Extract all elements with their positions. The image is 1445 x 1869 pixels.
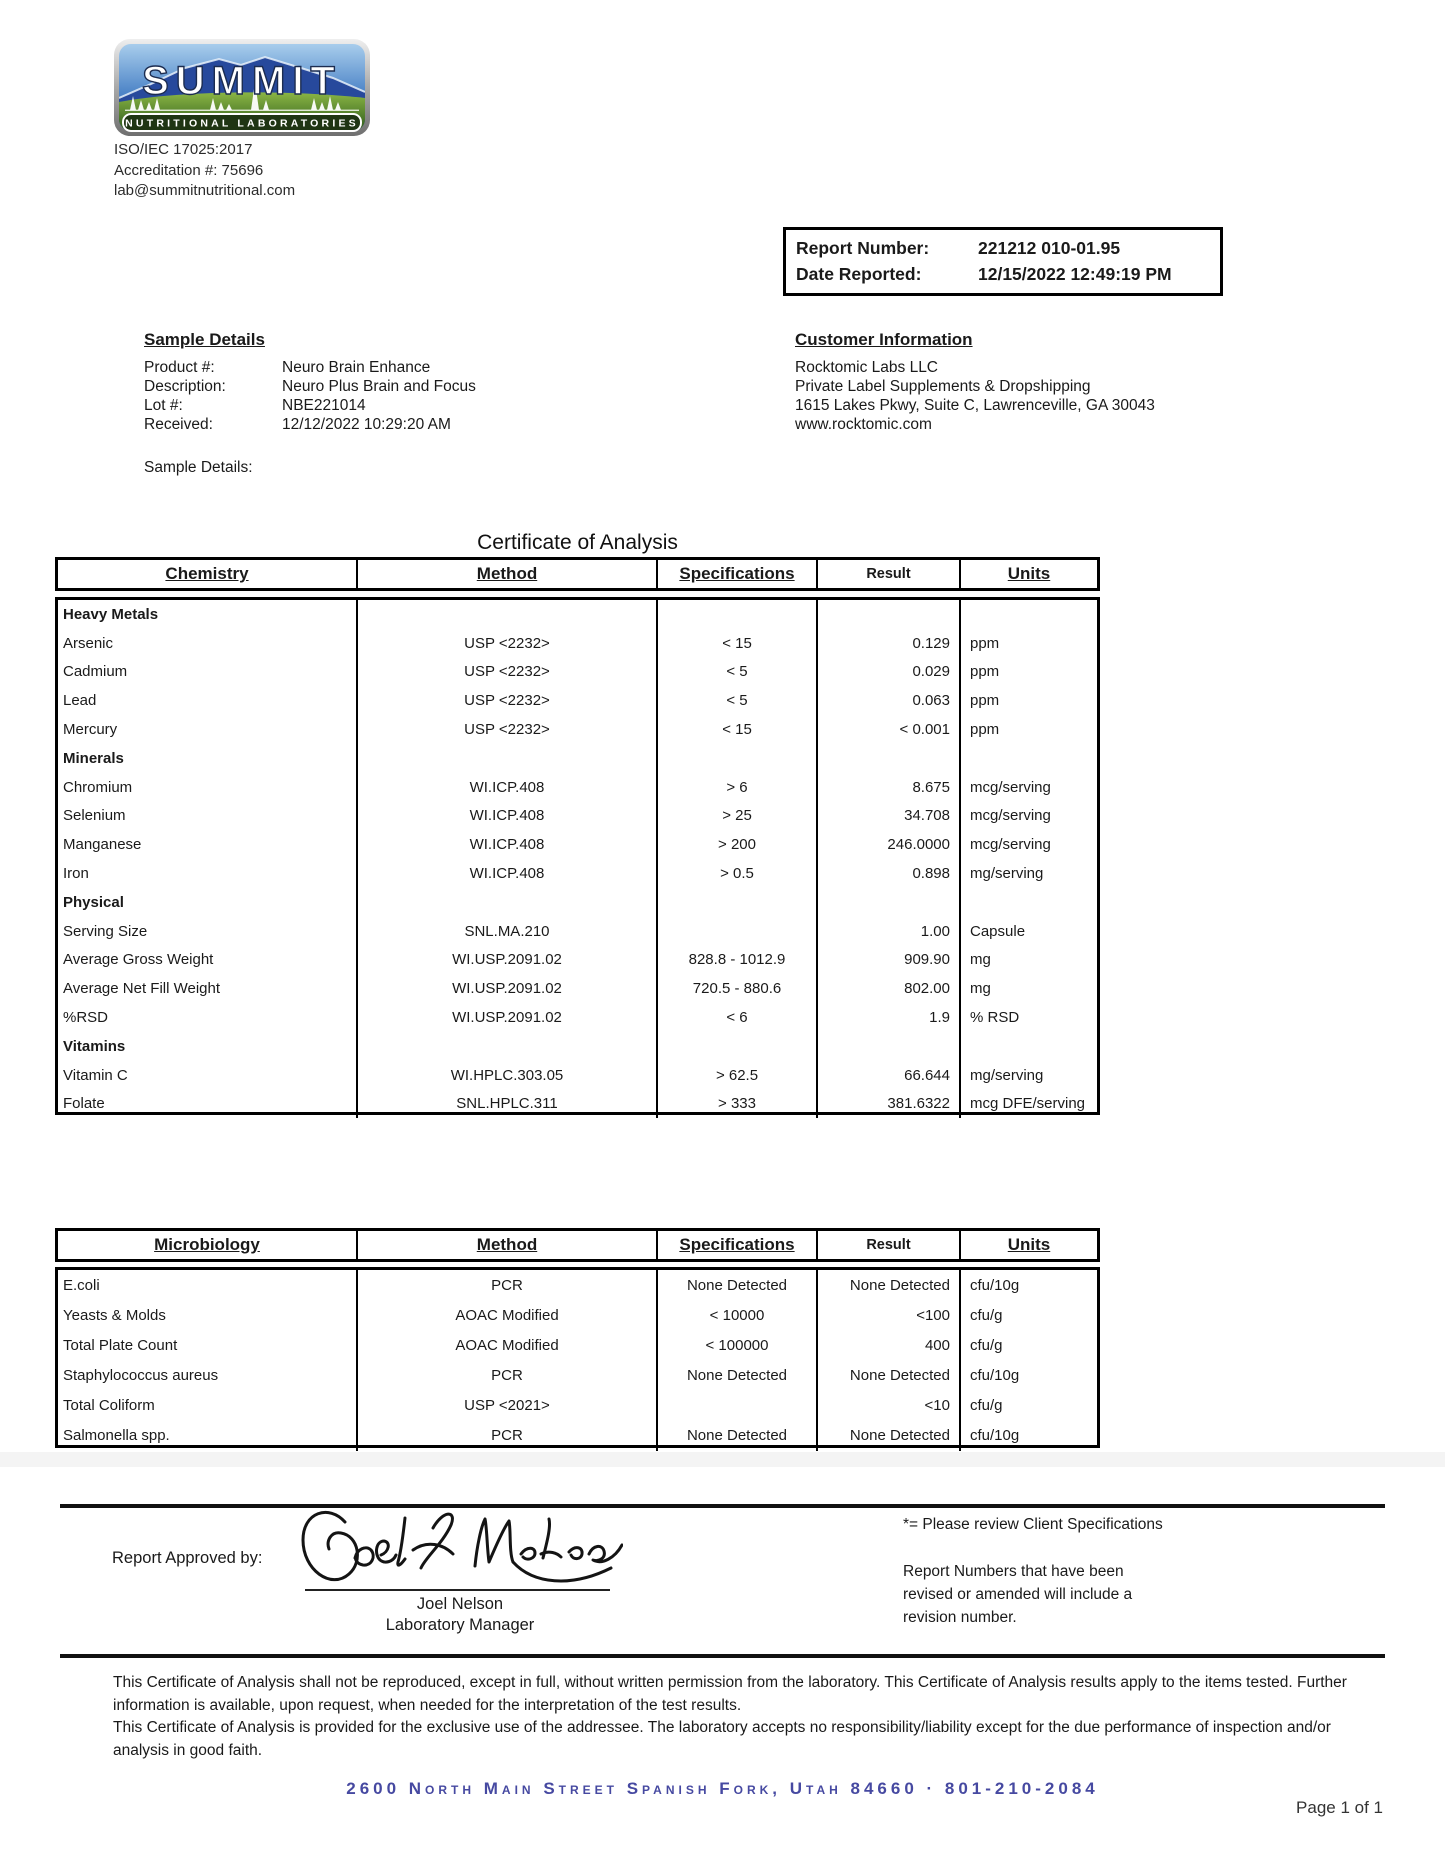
date-reported-value: 12/15/2022 12:49:19 PM	[978, 264, 1172, 284]
cell-result	[818, 600, 961, 629]
cell-analyte: Chromium	[58, 773, 358, 802]
cell-units	[961, 1032, 1097, 1061]
sample-details-fields	[144, 358, 476, 434]
cell-method: WI.HPLC.303.05	[358, 1061, 658, 1090]
cell-analyte: Arsenic	[58, 629, 358, 658]
col-units: Units	[1007, 564, 1051, 583]
cell-method: USP <2021>	[358, 1390, 658, 1420]
divider-line	[60, 1654, 1385, 1658]
table-row	[58, 715, 1097, 744]
cell-spec: < 15	[658, 629, 818, 658]
cell-units: mcg/serving	[970, 778, 1051, 796]
cell-spec: < 5	[658, 658, 818, 687]
cell-method: WI.ICP.408	[358, 859, 658, 888]
cell-method: USP <2232>	[358, 715, 658, 744]
table-row	[58, 1032, 1097, 1061]
cell-result: 400	[818, 1330, 961, 1360]
col-specifications: Specifications	[658, 560, 818, 588]
cell-method: SNL.HPLC.311	[358, 1090, 658, 1119]
customer-info-heading: Customer Information	[795, 330, 973, 349]
cell-organism: Total Coliform	[58, 1390, 358, 1420]
cell-spec	[658, 917, 818, 946]
cell-spec: > 62.5	[658, 1061, 818, 1090]
lab-address-footer: 2600 North Main Street Spanish Fork, Utah 84660 · 801-210-2084	[346, 1779, 1099, 1798]
cell-result: 66.644	[818, 1061, 961, 1090]
cell-units: % RSD	[970, 1009, 1020, 1027]
cell-units	[961, 600, 1097, 629]
cell-spec: 720.5 - 880.6	[658, 974, 818, 1003]
cell-units	[961, 744, 1097, 773]
cell-result: 0.898	[818, 859, 961, 888]
brand-tagline: NUTRITIONAL LABORATORIES	[125, 117, 359, 130]
cell-spec	[658, 1390, 818, 1420]
cell-method	[358, 1032, 658, 1061]
cell-method: USP <2232>	[358, 629, 658, 658]
table-row	[58, 773, 1097, 802]
cell-result: 909.90	[818, 946, 961, 975]
cell-analyte: Vitamin C	[58, 1061, 358, 1090]
cell-method: PCR	[358, 1420, 658, 1450]
sample-field-row	[144, 377, 476, 396]
disclaimer-block	[113, 1672, 1391, 1762]
table-row	[58, 802, 1097, 831]
revision-note: Report Numbers that have been revised or amended will include a revision number.	[903, 1563, 1133, 1626]
customer-info-section	[795, 330, 1155, 434]
cell-units: cfu/10g	[970, 1427, 1020, 1445]
lab-email: lab@summitnutritional.com	[114, 182, 296, 199]
cell-method: USP <2232>	[358, 658, 658, 687]
cell-spec: None Detected	[658, 1420, 818, 1450]
cell-spec: None Detected	[658, 1360, 818, 1390]
date-reported-label: Date Reported:	[796, 264, 922, 284]
customer-name: Rocktomic Labs LLC	[795, 359, 939, 376]
table-row	[58, 974, 1097, 1003]
summit-logo	[113, 38, 371, 142]
cell-organism: E.coli	[58, 1270, 358, 1300]
cell-spec: 828.8 - 1012.9	[658, 946, 818, 975]
field-value: NBE221014	[282, 397, 366, 414]
cell-result: None Detected	[818, 1420, 961, 1450]
cell-result: <100	[818, 1300, 961, 1330]
customer-address: 1615 Lakes Pkwy, Suite C, Lawrenceville, GA 30043	[795, 397, 1155, 414]
cell-analyte: Mercury	[58, 715, 358, 744]
cell-result: 246.0000	[818, 830, 961, 859]
cell-spec: > 200	[658, 830, 818, 859]
col-result: Result	[818, 1231, 961, 1259]
brand-text: SUMMIT	[142, 59, 342, 103]
cell-organism: Yeasts & Molds	[58, 1300, 358, 1330]
table-row	[58, 658, 1097, 687]
cell-result	[818, 888, 961, 917]
cell-spec	[658, 600, 818, 629]
cell-result: 0.029	[818, 658, 961, 687]
table-row	[58, 1061, 1097, 1090]
report-number-value: 221212 010-01.95	[978, 238, 1121, 258]
disclaimer-paragraph: This Certificate of Analysis is provided for the exclusive use of the addressee. The laboratory accepts no responsibility/liability except for the due performance of inspection and/or analysis in good faith.	[113, 1719, 1331, 1759]
col-chemistry: Chemistry	[58, 560, 358, 588]
signatory-block	[300, 1594, 620, 1636]
cell-spec: > 0.5	[658, 859, 818, 888]
col-result: Result	[818, 560, 961, 588]
report-approved-label: Report Approved by:	[112, 1549, 263, 1567]
field-label: Product #:	[144, 359, 215, 376]
cell-method: AOAC Modified	[358, 1300, 658, 1330]
cell-spec: < 5	[658, 686, 818, 715]
signature-image	[293, 1500, 623, 1600]
col-method: Method	[358, 560, 658, 588]
page-number: Page 1 of 1	[1296, 1798, 1383, 1817]
cell-analyte: Selenium	[58, 802, 358, 831]
cell-analyte: Folate	[58, 1090, 358, 1119]
report-box	[783, 227, 1223, 296]
sample-details-heading: Sample Details	[144, 330, 265, 349]
table-row	[58, 859, 1097, 888]
customer-descriptor: Private Label Supplements & Dropshipping	[795, 378, 1091, 395]
cell-spec: < 6	[658, 1003, 818, 1032]
accreditation-line: ISO/IEC 17025:2017	[114, 141, 253, 158]
cell-units: ppm	[970, 721, 1000, 739]
cell-method	[358, 888, 658, 917]
cell-spec: > 6	[658, 773, 818, 802]
table-row	[58, 686, 1097, 715]
cell-result: None Detected	[818, 1360, 961, 1390]
cell-units: mg	[970, 951, 991, 969]
col-units: Units	[1007, 1235, 1051, 1254]
cell-spec: > 25	[658, 802, 818, 831]
field-label: Lot #:	[144, 397, 183, 414]
cell-result	[818, 1032, 961, 1061]
cell-spec	[658, 1032, 818, 1061]
cell-spec: < 100000	[658, 1330, 818, 1360]
cell-result: <10	[818, 1390, 961, 1420]
col-specifications: Specifications	[658, 1231, 818, 1259]
cell-method: WI.USP.2091.02	[358, 946, 658, 975]
cell-analyte: Physical	[58, 888, 358, 917]
cell-method: USP <2232>	[358, 686, 658, 715]
cell-method: PCR	[358, 1360, 658, 1390]
cell-result: 1.00	[818, 917, 961, 946]
chemistry-table-body	[55, 597, 1100, 1115]
cell-analyte: Iron	[58, 859, 358, 888]
table-row	[58, 1300, 1097, 1330]
cell-method	[358, 744, 658, 773]
cell-units: mcg/serving	[970, 836, 1051, 854]
table-row	[58, 1330, 1097, 1360]
field-label: Received:	[144, 416, 213, 433]
cell-units: cfu/g	[970, 1306, 1003, 1324]
table-row	[58, 744, 1097, 773]
cell-analyte: Lead	[58, 686, 358, 715]
cell-result: None Detected	[818, 1270, 961, 1300]
cell-units: ppm	[970, 634, 1000, 652]
cell-spec: None Detected	[658, 1270, 818, 1300]
microbiology-table-body	[55, 1267, 1100, 1448]
signatory-title: Laboratory Manager	[385, 1616, 535, 1634]
cell-units: cfu/g	[970, 1336, 1003, 1354]
cell-analyte: Average Gross Weight	[58, 946, 358, 975]
accreditation-block	[114, 140, 295, 202]
field-value: Neuro Plus Brain and Focus	[282, 378, 476, 395]
cell-method: WI.ICP.408	[358, 830, 658, 859]
cell-units: mg/serving	[970, 1066, 1044, 1084]
cell-analyte: Manganese	[58, 830, 358, 859]
sample-details-section	[144, 330, 476, 477]
sample-details-extra-label: Sample Details:	[144, 459, 253, 476]
cell-units: mg/serving	[970, 865, 1044, 883]
table-row	[58, 629, 1097, 658]
cell-method: WI.ICP.408	[358, 802, 658, 831]
cell-units: mcg DFE/serving	[970, 1095, 1086, 1113]
cell-spec: < 10000	[658, 1300, 818, 1330]
signature-line	[305, 1589, 610, 1591]
field-value: 12/12/2022 10:29:20 AM	[282, 416, 451, 433]
col-microbiology: Microbiology	[58, 1231, 358, 1259]
table-row	[58, 888, 1097, 917]
summit-logo-graphic	[113, 38, 371, 137]
cell-analyte: %RSD	[58, 1003, 358, 1032]
cell-method: AOAC Modified	[358, 1330, 658, 1360]
cell-spec: > 333	[658, 1090, 818, 1119]
report-number-label: Report Number:	[796, 238, 930, 258]
table-row	[58, 1390, 1097, 1420]
sample-field-row	[144, 415, 476, 434]
scan-shading-band	[0, 1452, 1445, 1467]
cell-units	[961, 888, 1097, 917]
divider-line	[60, 1504, 1385, 1508]
cell-analyte: Vitamins	[58, 1032, 358, 1061]
cell-units: cfu/10g	[970, 1276, 1020, 1294]
cell-method: WI.USP.2091.02	[358, 974, 658, 1003]
cell-method: WI.ICP.408	[358, 773, 658, 802]
cell-analyte: Minerals	[58, 744, 358, 773]
cell-organism: Total Plate Count	[58, 1330, 358, 1360]
cell-analyte: Heavy Metals	[58, 600, 358, 629]
cell-analyte: Average Net Fill Weight	[58, 974, 358, 1003]
signatory-name: Joel Nelson	[416, 1595, 504, 1613]
cell-units: ppm	[970, 663, 1000, 681]
microbiology-table-header	[55, 1228, 1100, 1262]
cell-units: Capsule	[970, 922, 1026, 940]
table-row	[58, 1003, 1097, 1032]
table-row	[58, 600, 1097, 629]
cell-result: 381.6322	[818, 1090, 961, 1119]
table-row	[58, 946, 1097, 975]
cell-analyte: Serving Size	[58, 917, 358, 946]
table-row	[58, 1420, 1097, 1450]
cell-units: mg	[970, 980, 991, 998]
cell-method: PCR	[358, 1270, 658, 1300]
col-method: Method	[358, 1231, 658, 1259]
cell-spec	[658, 888, 818, 917]
cell-result: 0.129	[818, 629, 961, 658]
cell-result: 34.708	[818, 802, 961, 831]
cell-result: < 0.001	[818, 715, 961, 744]
disclaimer-paragraph: This Certificate of Analysis shall not be reproduced, except in full, without written permission from the laboratory. This Certificate of Analysis results apply to the items tested. Further information is available, upon request, when needed for the interpretation of the test results.	[113, 1674, 1347, 1714]
cell-organism: Salmonella spp.	[58, 1420, 358, 1450]
cell-result: 8.675	[818, 773, 961, 802]
table-row	[58, 1360, 1097, 1390]
page-title: Certificate of Analysis	[477, 531, 678, 554]
cell-result: 0.063	[818, 686, 961, 715]
cell-spec	[658, 744, 818, 773]
table-row	[58, 1270, 1097, 1300]
cell-method: SNL.MA.210	[358, 917, 658, 946]
cell-method: WI.USP.2091.02	[358, 1003, 658, 1032]
report-number-row	[796, 235, 1210, 261]
cell-result	[818, 744, 961, 773]
cell-units: cfu/g	[970, 1396, 1003, 1414]
accreditation-line: Accreditation #: 75696	[114, 161, 264, 179]
customer-website: www.rocktomic.com	[795, 416, 932, 433]
table-row	[58, 830, 1097, 859]
table-row	[58, 917, 1097, 946]
cell-method	[358, 600, 658, 629]
date-reported-row	[796, 261, 1210, 287]
cell-result: 1.9	[818, 1003, 961, 1032]
cell-organism: Staphylococcus aureus	[58, 1360, 358, 1390]
cell-units: mcg/serving	[970, 807, 1051, 825]
table-row	[58, 1090, 1097, 1119]
field-value: Neuro Brain Enhance	[282, 359, 431, 376]
cell-units: cfu/10g	[970, 1366, 1020, 1384]
sample-field-row	[144, 358, 476, 377]
client-spec-note: *= Please review Client Specifications	[903, 1516, 1163, 1533]
sample-field-row	[144, 396, 476, 415]
field-label: Description:	[144, 378, 226, 395]
cell-spec: < 15	[658, 715, 818, 744]
cell-units: ppm	[970, 692, 1000, 710]
cell-result: 802.00	[818, 974, 961, 1003]
cell-analyte: Cadmium	[58, 658, 358, 687]
chemistry-table-header	[55, 557, 1100, 591]
